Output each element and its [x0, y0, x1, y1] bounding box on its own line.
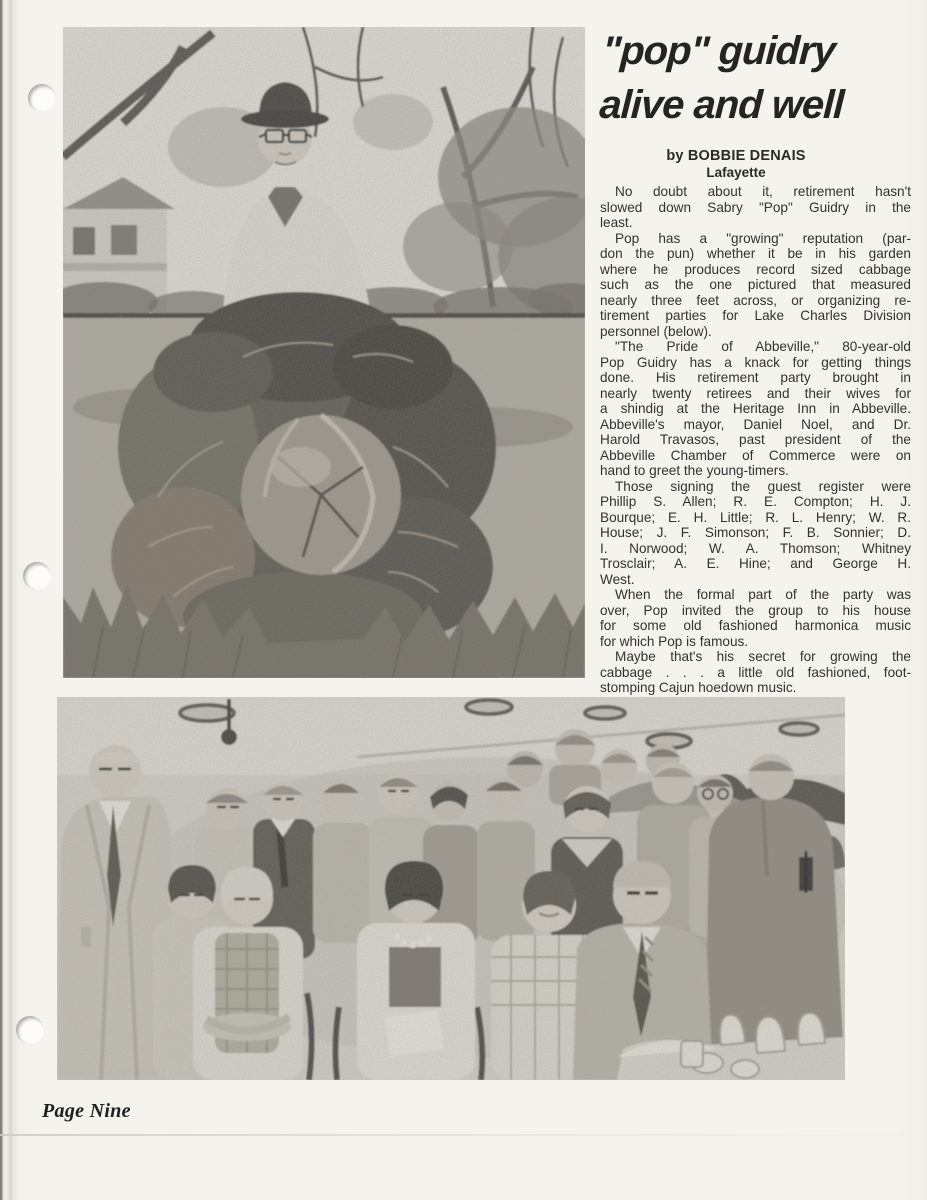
body-line: When the formal part of the party was — [615, 587, 911, 602]
body-line: slowed down Sabry "Pop" Guidry in the — [600, 199, 911, 215]
body-line: done. His retirement party brought in — [600, 370, 911, 385]
body-line: least. — [600, 215, 633, 230]
punch-hole — [23, 562, 51, 590]
body-line: Abbeville's mayor, Daniel Noel, and Dr. — [600, 416, 911, 432]
paragraph — [600, 479, 911, 588]
body-line: Bourque; E. H. Little; R. L. Henry; W. R. — [600, 509, 911, 525]
body-line: Pop Guidry has a knack for getting things — [600, 354, 911, 370]
scan-artifact-line — [0, 1134, 927, 1136]
scan-edge — [0, 0, 18, 1200]
byline-location: Lafayette — [706, 165, 766, 180]
article-byline — [600, 147, 872, 181]
body-line: personnel (below). — [600, 323, 712, 339]
paragraph — [600, 649, 911, 696]
body-line: Pop has a "growing" reputation (par- — [615, 230, 911, 246]
headline-line-2: alive and well — [598, 83, 845, 127]
body-line: over, Pop invited the group to his house — [600, 602, 911, 618]
paragraph — [600, 231, 911, 340]
body-line: nearly three feet across, or organizing re- — [600, 292, 911, 308]
article-headline — [598, 24, 924, 132]
byline-author: by BOBBIE DENAIS — [666, 148, 806, 164]
body-line: nearly twenty retirees and their wives for — [600, 385, 911, 401]
body-line: tirement parties for Lake Charles Division — [600, 308, 911, 323]
body-line: Harold Travasos, past president of the — [600, 432, 911, 447]
body-line: for which Pop is famous. — [600, 633, 749, 649]
paragraph — [600, 587, 911, 649]
body-line: where he produces record sized cabbage — [600, 261, 911, 277]
body-line: Abbeville Chamber of Commerce were on — [600, 447, 911, 463]
body-line: No doubt about it, retirement hasn't — [615, 184, 911, 199]
body-line: Trosclair; A. E. Hine; and George H. — [600, 556, 911, 571]
body-line: "The Pride of Abbeville," 80-year-old — [615, 339, 911, 354]
body-line: Phillip S. Allen; R. E. Compton; H. J. — [600, 494, 911, 509]
body-line: Maybe that's his secret for growing the — [615, 649, 911, 664]
headline-line-1: "pop" guidry — [601, 29, 837, 73]
paragraph — [600, 184, 911, 231]
body-line: West. — [600, 571, 635, 587]
cabbage-photo — [63, 27, 585, 678]
body-line: for some old fashioned harmonica music — [600, 618, 911, 633]
punch-hole — [16, 1016, 44, 1044]
body-line: Those signing the guest register were — [615, 478, 911, 494]
body-line: I. Norwood; W. A. Thomson; Whitney — [600, 540, 911, 556]
article-body — [600, 184, 911, 696]
body-line: stomping Cajun hoedown music. — [600, 680, 797, 695]
body-line: such as the one pictured that measured — [600, 277, 911, 292]
retirement-party-photo — [57, 697, 845, 1080]
body-line: cabbage . . . a little old fashioned, foot- — [600, 664, 911, 680]
paragraph — [600, 339, 911, 479]
page-number: Page Nine — [42, 1100, 131, 1122]
body-line: House; J. F. Simonson; F. B. Sonnier; D. — [600, 525, 911, 540]
punch-hole — [28, 84, 56, 112]
body-line: don the pun) whether it be in his garden — [600, 246, 911, 261]
body-line: a shindig at the Heritage Inn in Abbeville. — [600, 401, 911, 416]
body-line: hand to greet the young-timers. — [600, 463, 789, 478]
